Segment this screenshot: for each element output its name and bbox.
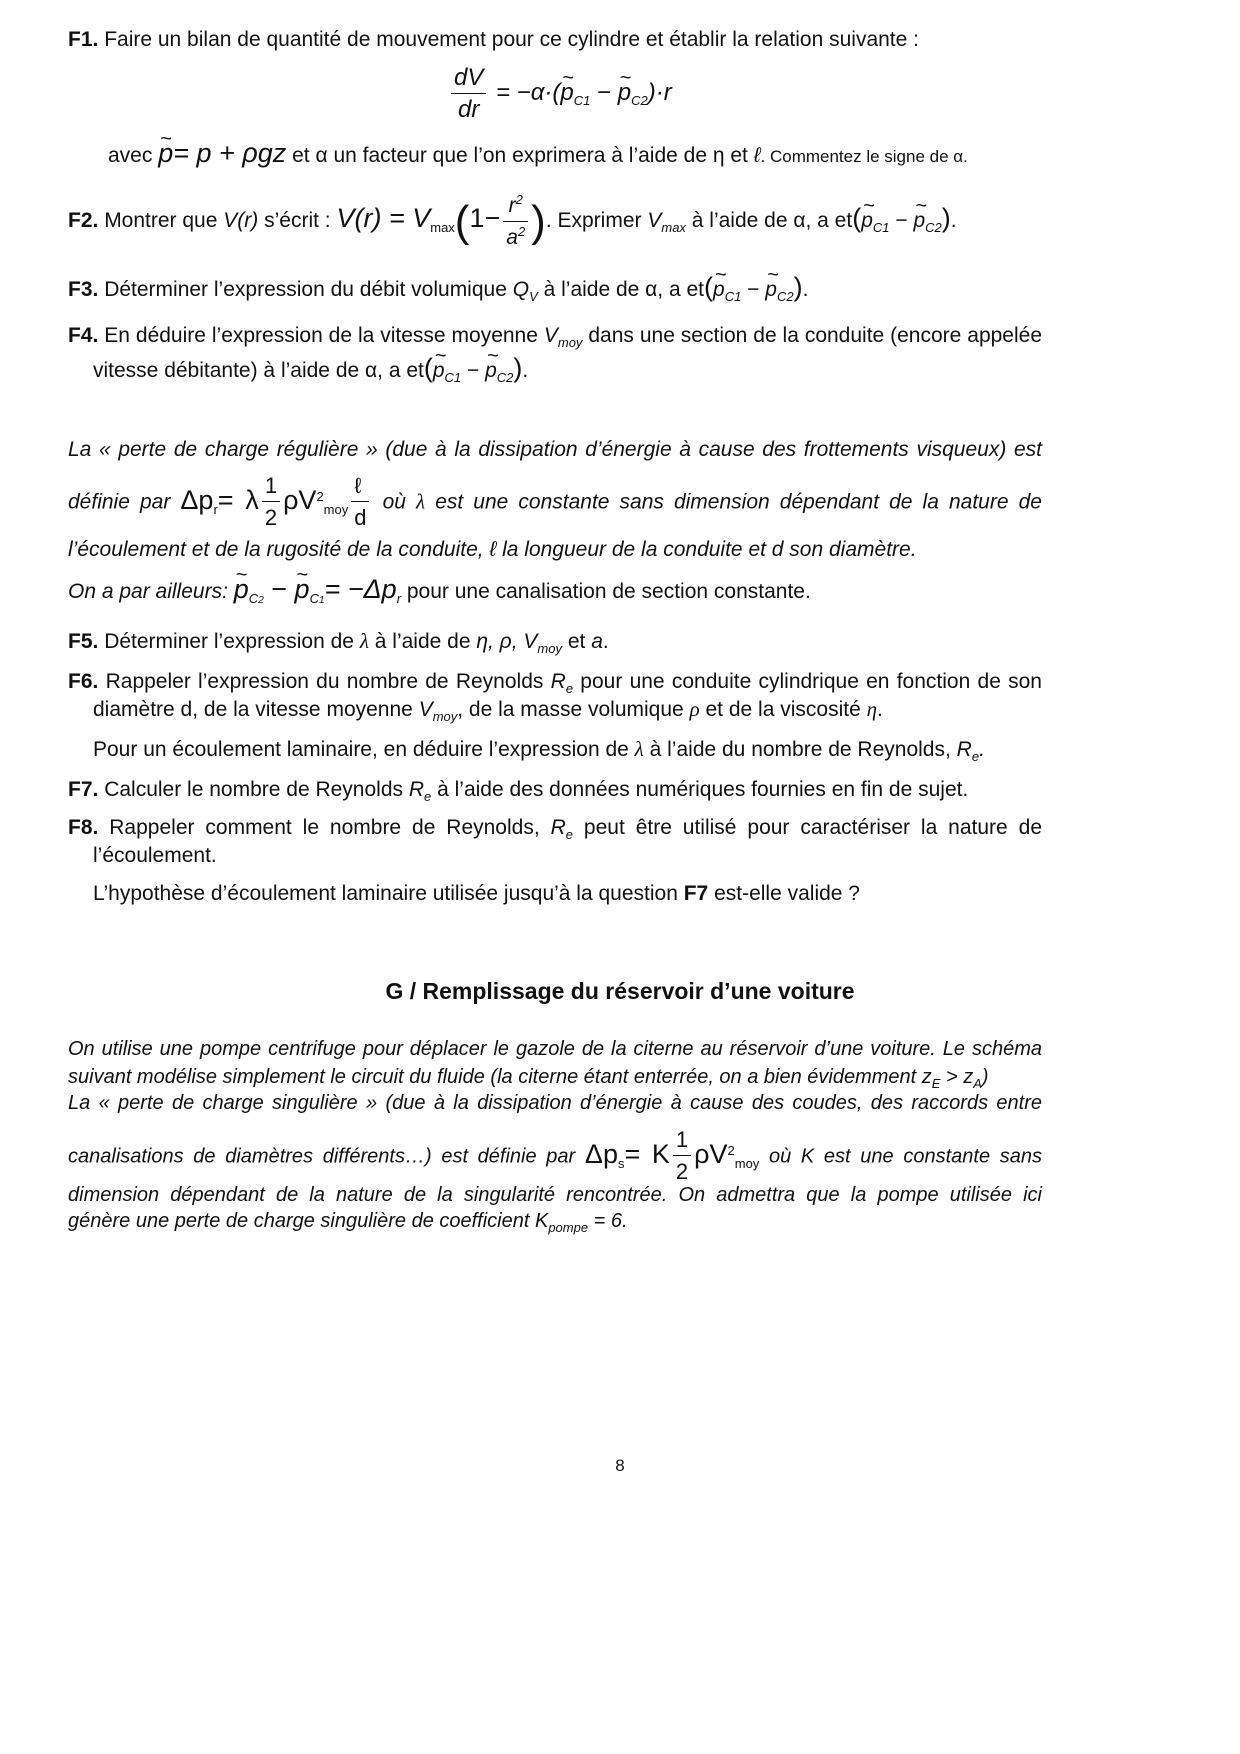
section-g-p2-line3: dimension dépendant de la nature de la singularité rencontrée. On admettra que la pompe utilisée ici <box>68 1184 1042 1206</box>
text: la longueur de la conduite et d son diamètre. <box>502 538 917 561</box>
text: Rappeler comment le nombre de Reynolds, <box>109 816 540 839</box>
question-label: F3. <box>68 278 99 301</box>
question-text: Faire un bilan de quantité de mouvement pour ce cylindre et établir la relation suivante : <box>104 28 919 51</box>
ell-symbol: ℓ <box>753 144 761 167</box>
fraction-dv-dr <box>451 62 486 125</box>
text: et de la viscosité <box>705 698 861 721</box>
subscript-c2: C2 <box>925 220 942 236</box>
question-f6-line2 <box>93 694 993 725</box>
text: et <box>567 630 586 653</box>
fraction-denominator: dr <box>458 96 480 123</box>
question-f7 <box>68 774 1068 805</box>
exponent: 2 <box>517 224 526 239</box>
equation-rhs: = −α·( <box>496 78 561 106</box>
subscript-moy: moy <box>734 1155 760 1171</box>
question-f1 <box>68 24 1068 55</box>
text-alpha: et α un facteur que l’on exprimera à l’aide de η et <box>292 144 748 167</box>
question-label: F7. <box>68 778 99 801</box>
rho-v: ρV <box>283 484 317 515</box>
question-label: F1. <box>68 28 99 51</box>
equation-p-tilde: = p + ρgz <box>173 138 287 168</box>
rho-symbol: ρ <box>689 697 700 721</box>
text: Rappeler l’expression du nombre de Reynolds <box>105 670 544 693</box>
period: . <box>979 738 985 761</box>
eta-symbol: η <box>866 697 878 721</box>
text: En déduire l’expression de la vitesse moyenne <box>104 324 538 347</box>
text: pour une conduite cylindrique en fonction de son <box>580 670 1042 693</box>
period: . <box>877 698 883 721</box>
equation-delta-ps <box>584 1127 760 1184</box>
subscript-s: s <box>617 1155 625 1171</box>
equation-rhs: = −Δp <box>324 574 397 604</box>
equals-k: = K <box>624 1138 670 1169</box>
delta-p: Δp <box>180 484 214 515</box>
minus-sign: − <box>889 209 914 233</box>
p-tilde: ~ p <box>234 574 249 605</box>
subscript-moy: moy <box>557 335 583 350</box>
equals-lambda: = λ <box>217 484 259 515</box>
text-avec: avec <box>108 144 153 167</box>
p-tilde: ~ p <box>158 138 173 169</box>
text: Déterminer l’expression du débit volumique <box>104 278 507 301</box>
p-tilde: ~ p <box>765 274 777 305</box>
subscript-moy: moy <box>432 709 458 724</box>
variable-r: R <box>408 778 425 801</box>
text: . Exprimer <box>545 209 642 233</box>
section-title: G / Remplissage du réservoir d’une voiture <box>385 978 855 1004</box>
subscript-e: E <box>931 1076 941 1091</box>
equation-lhs: V(r) = V <box>336 203 431 234</box>
subscript-c1: C1 <box>444 370 462 385</box>
variable-r: R <box>550 670 566 693</box>
text: ) <box>981 1066 989 1088</box>
subscript-c: C <box>248 591 259 606</box>
question-f6-line1 <box>68 666 1042 697</box>
question-label: F2. <box>68 209 99 233</box>
variable-vr: V(r) <box>223 209 259 233</box>
denominator: 2 <box>675 1159 689 1184</box>
rho-v: ρV <box>694 1138 728 1169</box>
subscript-e: e <box>565 827 573 842</box>
text: à l’aide de α, a et <box>543 278 705 301</box>
variable-a: a <box>591 630 603 653</box>
p-tilde: ~ p <box>713 274 725 305</box>
equation-f1 <box>448 62 672 125</box>
fraction-numerator: dV <box>451 62 486 94</box>
p-tilde: ~ p <box>560 77 573 108</box>
lambda-symbol: λ <box>359 629 369 653</box>
subscript-pompe: pompe <box>548 1220 589 1235</box>
question-f6-line3 <box>93 734 1043 765</box>
question-label: F5. <box>68 630 99 653</box>
period: . <box>802 278 809 301</box>
subscript-e: e <box>971 749 980 764</box>
variables: η, ρ, <box>476 630 518 653</box>
page-number: 8 <box>615 1456 625 1475</box>
question-f2: F2. Montrer que V(r) s’écrit : $V(r) = V_{max}(1-$ $\frac{r^2}{a^2}$ ). Exprimer $V_{max}$ à l’aide de α, a et(~ $p_{C1}$ − ~ $p_{C2}$). <box>68 190 1168 250</box>
lambda-symbol: λ <box>416 489 426 514</box>
section-g-p2-line2 <box>68 1124 1042 1182</box>
question-f8-line2: l’écoulement. <box>93 844 217 867</box>
subscript-2: 2 <box>258 595 264 606</box>
question-reference: F7 <box>683 882 709 905</box>
p-tilde: ~ p <box>618 77 631 108</box>
text: s’écrit : <box>264 209 331 233</box>
subscript-1: 1 <box>318 595 325 606</box>
f1-avec-line <box>108 138 1008 172</box>
section-g-p1-line1: On utilise une pompe centrifuge pour déplacer le gazole de la citerne au réservoir d’une voiture. Le schéma <box>68 1038 1042 1060</box>
minus-sign: − <box>590 78 618 106</box>
equation-one: 1− <box>469 203 501 234</box>
question-f4-line2: vitesse débitante) à l’aide de α, a et(~ $p_{C1}$ − ~ $p_{C2}$). <box>93 353 993 386</box>
text: > z <box>940 1066 974 1088</box>
text: vitesse débitante) à l’aide de α, a et <box>93 359 424 382</box>
perte-line2 <box>68 470 1042 528</box>
text: suivant modélise simplement le circuit du fluide (la citerne étant enterrée, on a bien évidemment z <box>68 1066 932 1088</box>
text: à l’aide de α, a et <box>691 209 853 233</box>
variable-r: r <box>663 78 672 106</box>
variable-v: V <box>418 698 433 721</box>
p-tilde: ~ p <box>433 355 445 386</box>
question-f8-line1 <box>68 812 1042 843</box>
text: Pour un écoulement laminaire, en déduire l’expression de <box>93 738 629 761</box>
text: Déterminer l’expression de <box>104 630 354 653</box>
subscript-max: max <box>430 220 455 236</box>
p-tilde: ~ p <box>485 355 497 386</box>
text: l’écoulement et de la rugosité de la conduite, <box>68 538 484 561</box>
text: Calculer le nombre de Reynolds <box>104 778 404 801</box>
subscript-c1: C1 <box>573 92 591 108</box>
text: , de la masse volumique <box>457 698 684 721</box>
subscript-v: V <box>529 289 538 304</box>
denominator-a: a <box>506 226 518 249</box>
subscript-moy: moy <box>537 641 562 656</box>
text: diamètre d, de la vitesse moyenne <box>93 698 413 721</box>
section-g-p2-line1: La « perte de charge singulière » (due à la dissipation d’énergie à cause des coudes, des raccords entre <box>68 1092 1042 1114</box>
variable-q: Q <box>512 278 530 301</box>
subscript-c: C <box>309 591 319 606</box>
perte-line4: On a par ailleurs: ~ $p_{C2}$ − ~ $p_{C1}= -\Delta p_r$ pour une canalisation de section constante. <box>68 574 1068 607</box>
perte-line1: La « perte de charge régulière » (due à la dissipation d’énergie à cause des frottements visqueux) est <box>68 438 1042 461</box>
question-label: F8. <box>68 816 99 839</box>
section-g-p2-line4 <box>68 1206 1068 1237</box>
text: est une constante sans dimension dépendant de la nature de <box>435 490 1042 514</box>
text: où <box>382 490 406 514</box>
exponent: 2 <box>515 192 523 207</box>
question-f5 <box>68 626 1068 657</box>
subscript-a: A <box>973 1076 982 1091</box>
exponent: 2 <box>727 1142 735 1158</box>
text: L’hypothèse d’écoulement laminaire utilisée jusqu’à la question <box>93 882 678 905</box>
lambda-symbol: λ <box>634 737 644 761</box>
text: peut être utilisé pour caractériser la nature de <box>583 816 1042 839</box>
denominator: 2 <box>264 505 278 530</box>
subscript-moy: moy <box>323 501 349 517</box>
question-f8-line3 <box>93 878 1043 909</box>
subscript-c1: C1 <box>724 289 742 304</box>
subscript-e: e <box>424 789 432 804</box>
text: à l’aide de <box>374 630 471 653</box>
period: . <box>950 209 957 233</box>
variable-v: V <box>543 324 558 347</box>
variable-r: R <box>550 816 566 839</box>
fraction-r2-a2 <box>503 190 528 253</box>
minus-sign: − <box>461 359 486 382</box>
text: où K est une constante sans <box>768 1145 1042 1168</box>
question-label: F4. <box>68 324 99 347</box>
period: . <box>602 630 609 653</box>
equation-delta-pr <box>180 473 372 530</box>
numerator: 1 <box>262 470 280 502</box>
text: canalisations de diamètres différents…) est définie par <box>68 1145 576 1168</box>
numerator: 1 <box>673 1124 691 1156</box>
subscript-r: r <box>213 501 218 517</box>
denominator-d: d <box>354 505 367 530</box>
text: pour une canalisation de section constante. <box>406 580 811 603</box>
question-label: F6. <box>68 670 99 693</box>
subscript-c2: C2 <box>496 370 514 385</box>
p-tilde: ~ p <box>295 574 310 605</box>
p-tilde: ~ p <box>913 205 925 236</box>
subscript-e: e <box>565 681 574 696</box>
text: dans une section de la conduite (encore appelée <box>588 324 1043 347</box>
equation-rhs-end: )· <box>647 78 664 106</box>
subscript-c1: C1 <box>872 220 890 236</box>
delta-p: Δp <box>584 1138 618 1169</box>
subscript-max: max <box>661 220 686 236</box>
question-f4-line1 <box>68 320 1042 351</box>
variable-v: V <box>647 209 662 233</box>
subscript-c2: C2 <box>631 92 648 108</box>
comment-text: . Commentez le signe de α. <box>760 147 968 166</box>
numerator-r: r <box>508 194 516 217</box>
period: . <box>522 359 529 382</box>
text: est-elle valide ? <box>714 882 860 905</box>
text: Montrer que <box>104 209 218 233</box>
subscript-r: r <box>396 591 402 606</box>
text: = 6. <box>588 1210 628 1232</box>
perte-line3 <box>68 534 1068 565</box>
text: définie par <box>68 490 171 514</box>
numerator-ell: ℓ <box>351 470 369 502</box>
text: à l’aide du nombre de Reynolds, <box>649 738 951 761</box>
variable-v: V <box>523 630 538 653</box>
exponent: 2 <box>316 488 324 504</box>
question-f3: F3. Déterminer l’expression du débit volumique $Q_V$ à l’aide de α, a et(~ $p_{C1}$ − ~ $p_{C2}$). <box>68 272 1068 305</box>
minus-sign: − <box>741 278 766 301</box>
text: à l’aide des données numériques fournies en fin de sujet. <box>437 778 969 801</box>
text: génère une perte de charge singulière de coefficient K <box>68 1210 549 1232</box>
variable-r: R <box>956 738 972 761</box>
ell-symbol: ℓ <box>489 538 497 561</box>
text: On a par ailleurs: <box>68 580 228 603</box>
subscript-c2: C2 <box>776 289 794 304</box>
p-tilde: ~ p <box>861 205 873 236</box>
